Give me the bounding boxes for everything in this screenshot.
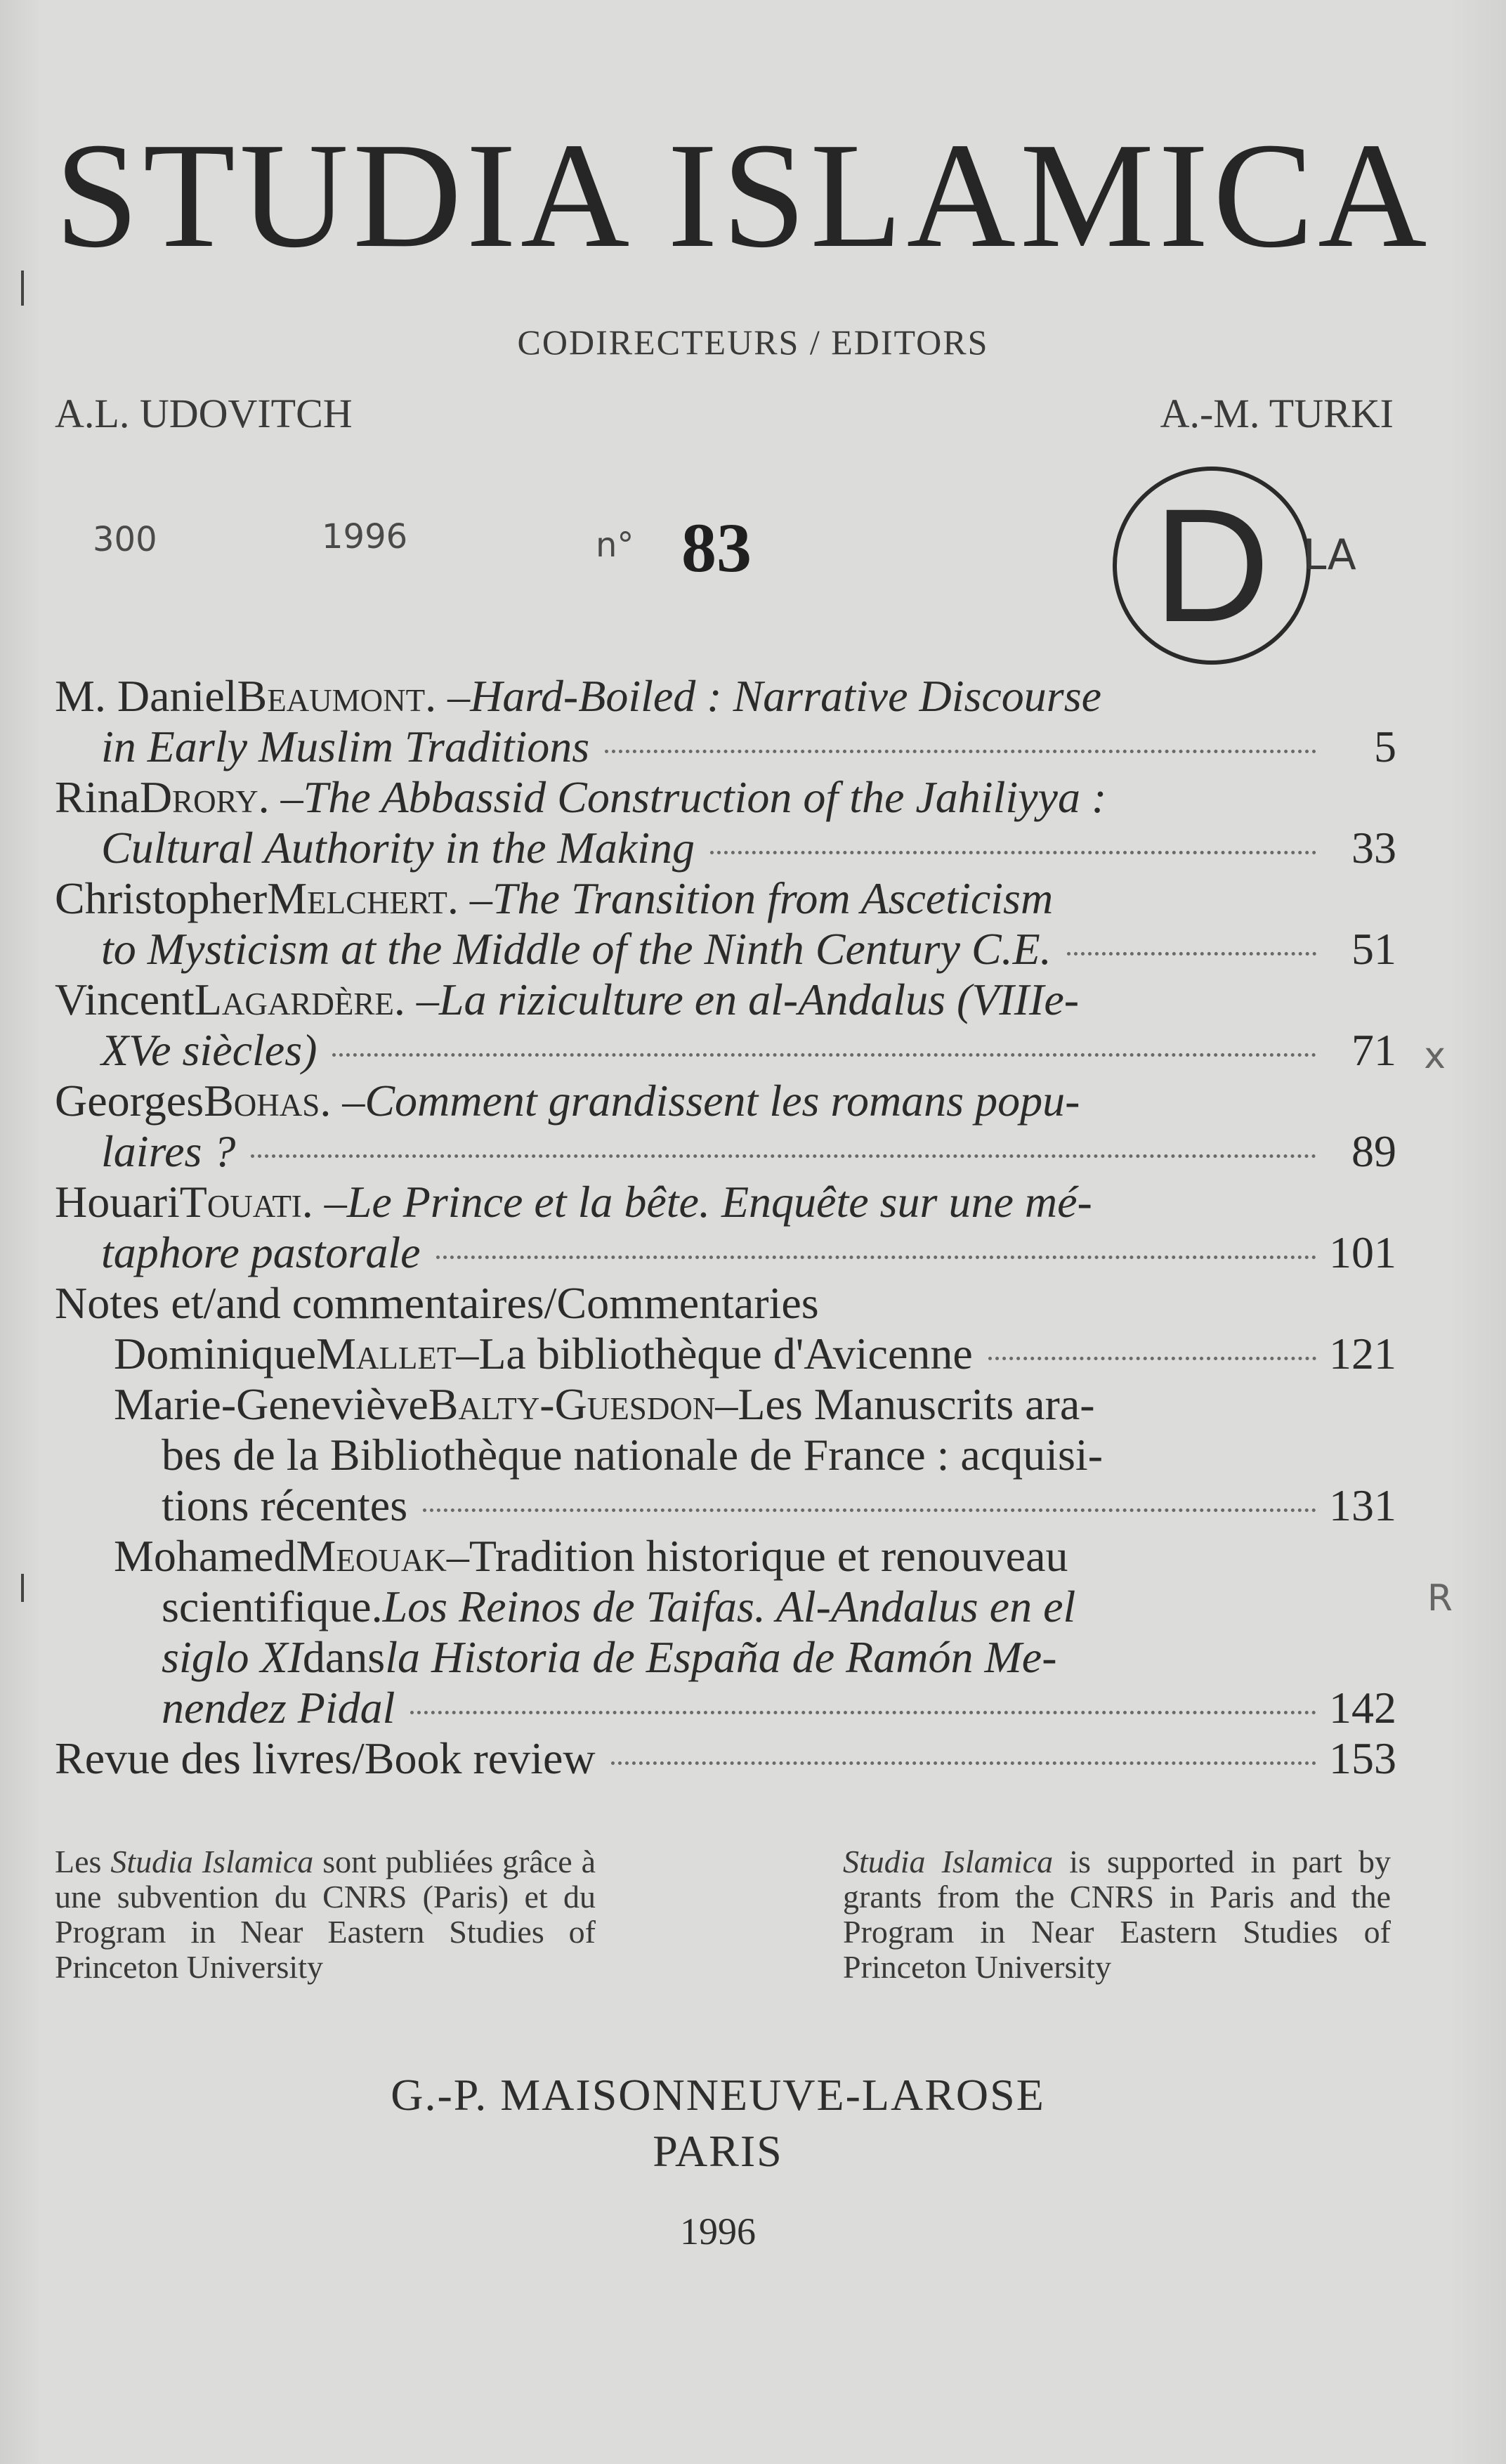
toc-title: bes de la Bibliothèque nationale de France : acquisi- [162, 1430, 1103, 1480]
issue-number: 83 [681, 509, 752, 587]
toc-separator: . – [447, 873, 492, 923]
stamp-letter: D [1153, 475, 1271, 656]
toc-title: Comment grandissent les romans popu- [365, 1076, 1080, 1126]
toc-title: in Early Muslim Traditions [101, 722, 590, 771]
handwritten-margin-note: R [1427, 1577, 1453, 1619]
dot-leader [611, 1761, 1316, 1765]
toc-page: 153 [1329, 1733, 1396, 1783]
toc-title: Hard-Boiled : Narrative Discourse [470, 671, 1102, 721]
dot-leader [1067, 952, 1316, 956]
support-text: is supported in part by grants from the CNRS in Paris and the Program in Near Eastern Studies of Princeton University [843, 1844, 1391, 1985]
support-journal-name: Studia Islamica [843, 1844, 1054, 1879]
toc-entry [55, 1076, 1396, 1177]
handwritten-note: 300 [93, 520, 157, 559]
toc-separator: . – [258, 772, 303, 822]
toc-page: 101 [1329, 1227, 1396, 1277]
notes-heading: Notes et/and commentaires/Commentaries [55, 1278, 819, 1328]
toc-page: 131 [1329, 1480, 1396, 1530]
editor-right: A.-M. TURKI [1160, 391, 1394, 436]
toc-page: 142 [1329, 1683, 1396, 1733]
support-text: Les [55, 1844, 111, 1879]
toc-title: nendez Pidal [162, 1683, 395, 1733]
toc-title: The Transition from Asceticism [492, 873, 1054, 923]
toc-separator: . – [425, 671, 471, 721]
toc-entry [55, 671, 1396, 772]
toc-page: 121 [1329, 1329, 1396, 1378]
toc-title: La bibliothèque d'Avicenne [478, 1329, 973, 1378]
stamp-suffix: LA [1303, 530, 1356, 580]
toc-author: Rina [55, 772, 140, 822]
toc-title: tions récentes [162, 1480, 408, 1530]
toc-title: Los Reinos de Taifas. Al-Andalus en el [382, 1582, 1076, 1631]
toc-author: Houari [55, 1177, 180, 1227]
toc-author: Marie-Geneviève [114, 1379, 428, 1429]
notes-section [55, 1278, 1453, 1733]
publisher-city: PARIS [653, 2126, 783, 2176]
editor-left: A.L. UDOVITCH [55, 391, 353, 436]
publisher-name: G.-P. MAISONNEUVE-LAROSE [391, 2070, 1045, 2120]
toc-surname: Bohas [204, 1076, 320, 1126]
toc-title: taphore pastorale [101, 1227, 421, 1277]
toc-surname: Balty-Guesdon [428, 1379, 716, 1429]
toc-author: M. Daniel [55, 671, 237, 721]
toc-author: Georges [55, 1076, 204, 1126]
support-text: sont publiées grâce à une subvention du CNRS (Paris) et du Program in Near Eastern Studies of Princeton University [55, 1844, 596, 1985]
toc-page: 71 [1351, 1025, 1396, 1075]
journal-title: STUDIA ISLAMICA [55, 111, 1432, 279]
toc-title: siglo XI [162, 1632, 303, 1682]
toc-entry [55, 974, 1446, 1077]
toc-title: XVe siècles) [101, 1025, 317, 1075]
toc-title: Les Manuscrits ara- [738, 1379, 1095, 1429]
toc-separator: . – [320, 1076, 365, 1126]
toc-title: Tradition historique et renouveau [469, 1531, 1068, 1581]
toc-entry [55, 873, 1396, 974]
toc-title: Le Prince et la bête. Enquête sur une mé- [346, 1177, 1092, 1227]
toc-page: 33 [1351, 823, 1396, 873]
codirecteurs-label: CODIRECTEURS / EDITORS [517, 322, 989, 362]
toc-separator: – [456, 1329, 479, 1378]
toc-surname: Beaumont [237, 671, 426, 721]
margin-mark [21, 270, 24, 306]
publication-year: 1996 [680, 2210, 756, 2253]
toc-surname: Touati [179, 1177, 302, 1227]
support-note-en [843, 1844, 1391, 1985]
toc-title: to Mysticism at the Middle of the Ninth Century C.E. [101, 924, 1052, 974]
dot-leader [988, 1357, 1316, 1360]
toc-title: La riziculture en al-Andalus (VIIIe- [438, 974, 1080, 1024]
toc-surname: Melchert [267, 873, 447, 923]
handwritten-note: n° [596, 526, 634, 565]
toc-page: 51 [1351, 924, 1396, 974]
toc-surname: Mallet [315, 1329, 457, 1378]
toc-title: laires ? [101, 1126, 236, 1176]
toc-separator: . – [393, 974, 439, 1024]
toc-title: The Abbassid Construction of the Jahiliyya : [303, 772, 1107, 822]
dot-leader [332, 1053, 1316, 1057]
toc-author: Christopher [55, 873, 268, 923]
toc-entry [55, 1177, 1396, 1278]
toc-surname: Drory [139, 772, 258, 822]
toc-surname: Lagardère [194, 974, 394, 1024]
toc-title: la Historia de España de Ramón Me- [385, 1632, 1057, 1682]
toc-author: Dominique [114, 1329, 316, 1378]
toc-title: dans [302, 1632, 386, 1682]
support-note-fr [55, 1844, 596, 1985]
library-stamp [1110, 464, 1356, 689]
toc-separator: – [715, 1379, 738, 1429]
toc-page: 5 [1374, 722, 1396, 771]
toc-page: 89 [1351, 1126, 1396, 1176]
dot-leader [251, 1154, 1316, 1158]
toc-author: Mohamed [114, 1531, 296, 1581]
toc-title: Cultural Authority in the Making [101, 823, 695, 873]
handwritten-note: 1996 [322, 517, 408, 556]
toc-surname: Meouak [296, 1531, 447, 1581]
toc-separator: – [446, 1531, 469, 1581]
table-of-contents [55, 671, 1453, 1784]
toc-title: Revue des livres/Book review [55, 1733, 596, 1783]
toc-author: Vincent [55, 974, 195, 1024]
support-journal-name: Studia Islamica [110, 1844, 314, 1879]
dot-leader [436, 1256, 1317, 1259]
toc-title: scientifique. [162, 1582, 383, 1631]
handwritten-margin-note: x [1424, 1035, 1446, 1077]
dot-leader [410, 1711, 1316, 1714]
toc-separator: . – [301, 1177, 347, 1227]
dot-leader [710, 851, 1316, 854]
toc-entry [55, 772, 1396, 873]
margin-mark [21, 1574, 24, 1602]
book-review-entry [55, 1733, 1396, 1784]
dot-leader [605, 750, 1316, 753]
dot-leader [423, 1508, 1316, 1512]
